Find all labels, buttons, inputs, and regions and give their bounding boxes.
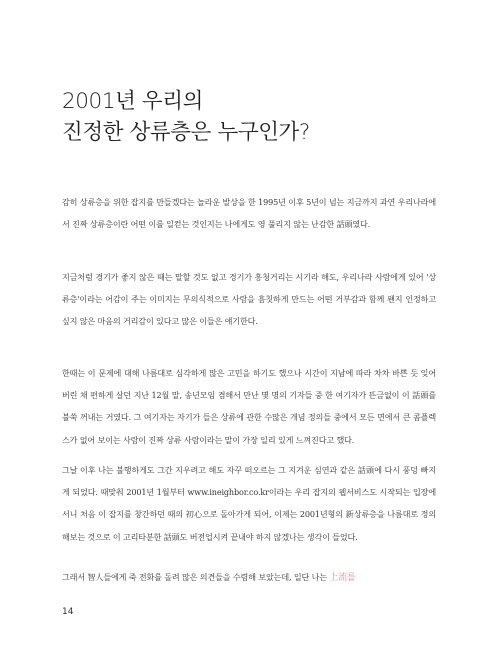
chapter-title-line-1: 2001년 우리의: [62, 89, 204, 114]
chapter-title: [62, 86, 462, 148]
chapter-title-line-2: 진정한 상류층은 누구인가?: [62, 120, 310, 145]
body-paragraph-5: [62, 566, 436, 589]
body-paragraph-2: 지금처럼 경기가 좋지 않은 때는 말할 것도 없고 경기가 흥청거리는 시기라 해도, 우리나라 사람에게 있어 '상류층'이라는 어감이 주는 이미지는 무의식적으로 사람을 흠칫하게 만드는 어떤 거부감과 함께 왠지 인정하고 싶지 않은 마음의 거리감이 있다고 많은 이들은 얘기한다.: [62, 272, 436, 327]
body-paragraph-3: 한때는 이 문제에 대해 나름대로 심각하게 많은 고민을 하기도 했으나 시간이 지남에 따라 차차 바쁜 듯 잊어버린 채 편하게 살던 지난 12월 말, 송년모임 겸해서 만난 몇 명의 기자들 중 한 여기자가 뜬금없이 이 話頭를 불쑥 꺼내는 거였다. 그 여기자는 자기가 들은 상류에 관한 수많은 개념 정의들 중에서 모든 면에서 큰 콤플렉스가 없어 보이는 사람이 진짜 상류 사람이라는 말이 가장 일리 있게 느껴진다고 했다.: [62, 368, 436, 445]
highlighted-term: 上流를: [329, 573, 356, 583]
page-number: 14: [62, 607, 74, 617]
body-paragraph-1: 감히 상류층을 위한 잡지를 만들겠다는 놀라운 발상을 한 1995년 이후 5년이 넘는 지금까지 과연 우리나라에서 진짜 상류층이란 어떤 이를 일컫는 것인지는 나에게도 영 풀리지 않는 난감한 話頭였다.: [62, 197, 436, 230]
body-paragraph-5-text: 그래서 智人들에게 죽 전화를 돌려 많은 의견들을 수렴해 보았는데, 일단 나는: [62, 572, 330, 582]
body-paragraph-4: 그날 이후 나는 불행하게도 그간 지우려고 해도 자꾸 떠오르는 그 지겨운 심연과 같은 話頭에 다시 풍덩 빠지게 되었다. 때맞춰 2001년 1월부터 www.ineighbor.co.kr이라는 우리 잡지의 웹서비스도 시작되는 입장에 서니 처음 이 잡지를 창간하던 때의 初心으로 돌아가게 되어, 이제는 2001년형의 新상류층을 나름대로 정의해보는 것으로 이 고리타분한 話頭도 버전업시켜 끝내야 하지 않겠나는 생각이 들었다.: [62, 465, 436, 542]
